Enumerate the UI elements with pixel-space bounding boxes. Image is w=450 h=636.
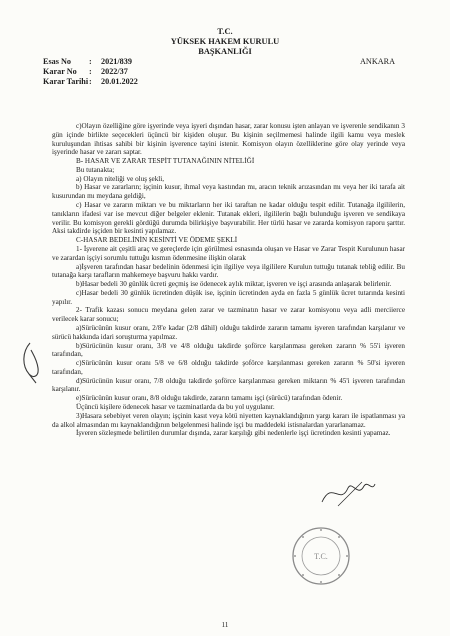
paragraph-c-committee: c)Olayın özelliğine göre işyerinde veya işyeri dışından hasar, zarar konusu işten anlayan ve işverenle sendikanın 3 gün içinde birlikte seçecekleri üçüncü bir kişiden oluşur. Bu kişinin seçilmemesi halinde ilgili kamu veya meslek kuruluşundan ihtisas sahibi bir kişinin işverence tayini istenir. Komisyon olayın özelliklerine göre olay yerinde veya işyerinde hasar ve zararı saptar. (52, 122, 405, 157)
handwritten-mark (20, 340, 44, 386)
page-number: 11 (221, 621, 229, 629)
section-heading-c: C-HASAR BEDELİNİN KESİNTİ VE ÖDEME ŞEKLİ (76, 236, 238, 245)
paragraph-employer: İşveren sözleşmede belirtilen durumlar dışında, zarar karşılığı gibi nedenlerle işçi ücretinden kesinti yapamaz. (76, 429, 391, 438)
paragraph-2: 2- Trafik kazası sonucu meydana gelen zarar ve tazminatın hasar ve zarar komisyonu veya adli merciierce verilecek karar sonucu; (52, 306, 405, 324)
meta-row-date (43, 77, 138, 87)
meta-label: Karar No (43, 67, 77, 77)
document-body (52, 122, 405, 438)
paragraph-1b: b)Hasar bedeli 30 günlük ücreti geçmiş ise ödenecek aylık miktar, işveren ve işçi arasında anlaşarak belirlenir. (76, 280, 392, 289)
section-heading-b: B- HASAR VE ZARAR TESPİT TUTANAĞININ NİTELİĞİ (76, 157, 255, 166)
meta-row-karar (43, 67, 138, 77)
paragraph-b: b) Hasar ve zararların; işçinin kusur, ihmal veya kastından mı, aracın teknik arızasından mı veya her iki tarafa ait kusurundan mı meydana geldiği, (52, 183, 405, 201)
paragraph-2d: d)Sürücünün kusur oranı, 7/8 olduğu takdirde şoförce karşılanması gereken miktarın % 45'i işveren tarafından karşılanır. (52, 376, 405, 394)
paragraph-1a: a)İşveren tarafından hasar bedelinin ödenmesi için ilgiliye veya ilgililere Kurulun tuttuğu tutanak tebliğ edilir. Bu tutanağa karşı tarafların mahkemeye başvuru hakkı vardır. (52, 262, 405, 280)
paragraph-2a: a)Sürücünün kusur oranı, 2/8'e kadar (2/8 dâhil) olduğu takdirde zararın tamamı işveren tarafından karşılanır ve sürücü hakkında idari soruşturma yapılmaz. (52, 323, 405, 341)
case-meta (43, 57, 138, 88)
seal-text: T.C. (314, 552, 328, 561)
header-court: YÜKSEK HAKEM KURULU (170, 37, 280, 46)
paragraph-2c: c)Sürücünün kusur oranı 5/8 ve 6/8 olduğu takdirde şoförce karşılanması gereken zararın % 50'si işveren tarafından, (52, 359, 405, 376)
signature (318, 476, 378, 510)
paragraph-1c: c)Hasar bedeli 30 günlük ücretinden düşük ise, işçinin ücretinden ayda en fazla 5 günlük ücret tutarında kesinti yapılır. (52, 288, 405, 306)
paragraph-3: 3)Hasara sebebiyet veren olayın; işçinin kasıt veya kötü niyetten kaynaklandığının yargı kararı ile ispatlanması ya da alkol almasından mı kaynaklandığının belgelenmesi halinde işçi bu maddedeki istisnalardan yararlanamaz. (52, 411, 405, 429)
meta-sep: : (89, 67, 92, 77)
official-seal (290, 525, 352, 587)
paragraph-c: c) Hasar ve zararın miktarı ve bu miktarların her iki taraftan ne kadar olduğu tespit edilir. Tutanağa ilgililerin, tanıkların ifadesi var ise mevcut diğer belgeler eklenir. Tutanak ekleri, ilgililerin bağlı bulunduğu işveren ve sendikaya verilir. Bu komisyon gerekli gördüğü durumda bilirkişiye başvurabilir. Her türlü hasar ve zararda komisyon raporu şarttır. Aksi takdirde işçiden bir kesinti yapılamaz. (52, 201, 405, 236)
city: ANKARA (360, 57, 396, 66)
meta-sep: : (89, 77, 92, 87)
paragraph-intro: Bu tutanakta; (76, 165, 115, 174)
meta-value: 2021/839 (101, 57, 132, 66)
paragraph-1: 1- İşverene ait çeşitli araç ve gereçlerde için görülmesi esnasında oluşan ve Hasar ve Zarar Tespit Kurulunun hasar ve zarardan işçiyi sorumlu tuttuğu kısmın ödenmesine ilişkin olarak (52, 244, 405, 262)
header-tc: T.C. (217, 27, 233, 36)
paragraph-a: a) Olayın niteliği ve oluş şekli, (76, 174, 165, 183)
meta-value: 20.01.2022 (101, 77, 138, 87)
meta-row-esas (43, 57, 138, 67)
meta-label: Esas No (43, 57, 71, 66)
meta-sep: : (89, 57, 92, 66)
meta-label: Karar Tarihi (43, 77, 89, 87)
header-presidency: BAŞKANLIĞI (198, 47, 252, 56)
meta-value: 2022/37 (101, 67, 128, 77)
paragraph-2b: b)Sürücünün kusur oranı, 3/8 ve 4/8 olduğu takdirde şoförce karşılanması gereken zararın % 55'i işveren tarafından, (52, 341, 405, 359)
paragraph-third-parties: Üçüncü kişilere ödenecek hasar ve tazminatlarda da bu yol uygulanır. (76, 403, 275, 411)
paragraph-2e: e)Sürücünün kusur oranı, 8/8 olduğu takdirde, zararın tamamı işçi (sürücü) tarafından ödenir. (76, 394, 343, 403)
